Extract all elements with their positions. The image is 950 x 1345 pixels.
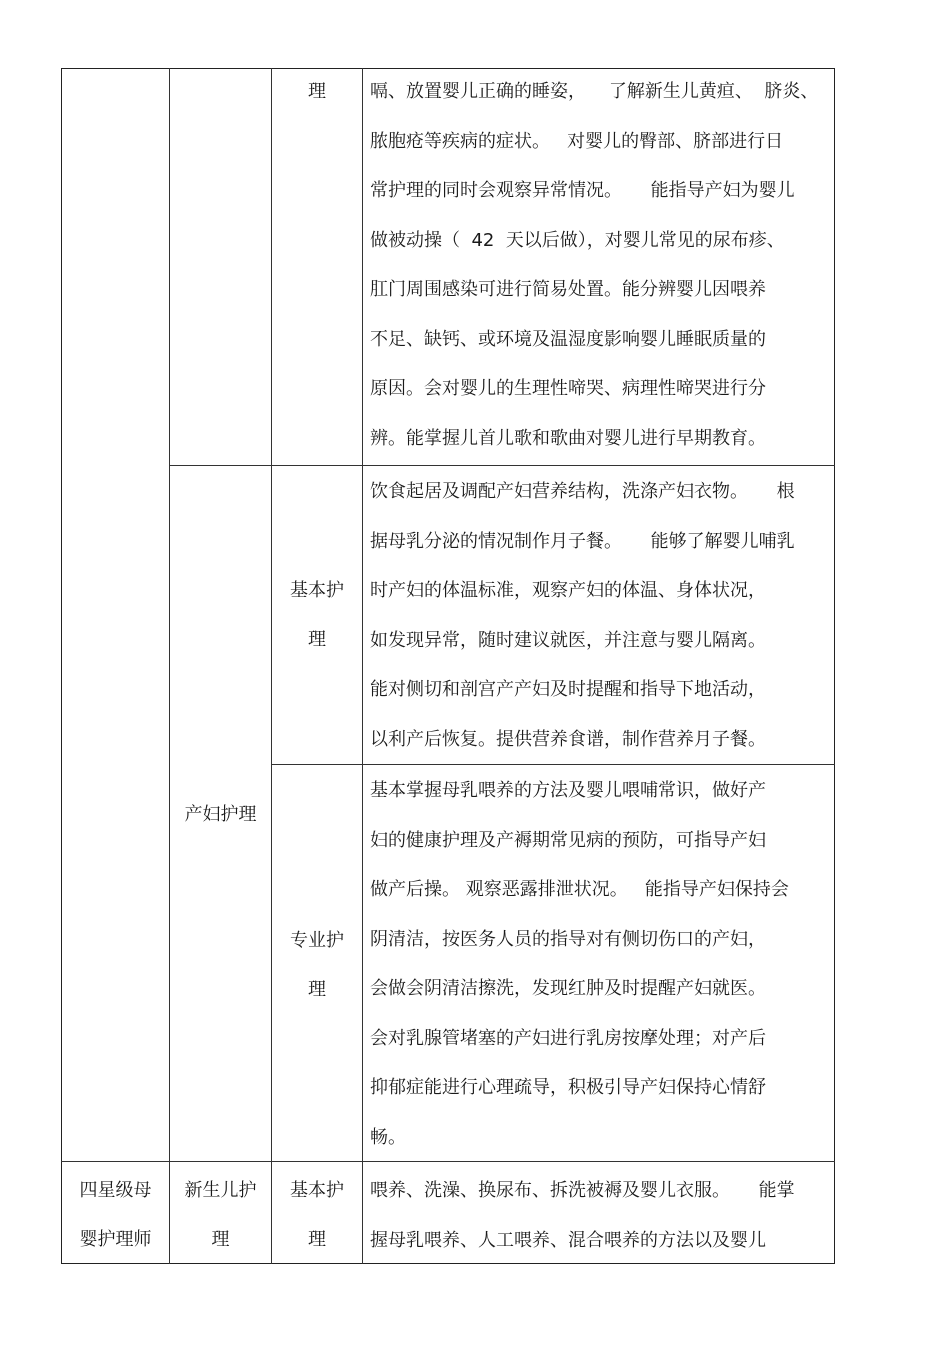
row-divider [169, 465, 835, 466]
description-line: 脓胞疮等疾病的症状。 对婴儿的臀部、脐部进行日 [370, 130, 784, 152]
description-line: 喂养、洗澡、换尿布、拆洗被褥及婴儿衣服。 能掌 [370, 1180, 795, 1201]
description-cell [370, 1166, 832, 1265]
sub-category-label: 基本护 [290, 1180, 344, 1201]
sub-category-cell [272, 67, 362, 116]
description-line: 不足、缺钙、或环境及温湿度影响婴儿睡眠质量的 [370, 328, 766, 350]
row-divider [271, 764, 835, 765]
sub-category-label: 基本护 [290, 580, 344, 601]
description-line: 饮食起居及调配产妇营养结构，洗涤产妇衣物。 根 [370, 481, 795, 502]
category-label: 理 [211, 1229, 230, 1250]
description-line: 妇的健康护理及产褥期常见病的预防，可指导产妇 [370, 829, 766, 851]
category-label: 新生儿护 [184, 1180, 257, 1201]
description-line: 能对侧切和剖宫产产妇及时提醒和指导下地活动， [370, 679, 766, 700]
description-line: 以利产后恢复。提供营养食谱，制作营养月子餐。 [370, 728, 766, 750]
sub-category-label: 理 [308, 1229, 326, 1250]
sub-category-label: 理 [308, 81, 326, 102]
column-divider [271, 68, 272, 1264]
category-cell [170, 790, 271, 839]
description-line: 如发现异常，随时建议就医，并注意与婴儿隔离。 [370, 629, 766, 651]
description-line: 辨。能掌握儿首儿歌和歌曲对婴儿进行早期教育。 [370, 427, 766, 449]
sub-category-cell [272, 916, 362, 1014]
description-line: 会做会阴清洁擦洗，发现红肿及时提醒产妇就医。 [370, 978, 766, 999]
description-line: 抑郁症能进行心理疏导，积极引导产妇保持心情舒 [370, 1077, 766, 1098]
description-cell [370, 766, 832, 1162]
category-label: 产妇护理 [184, 804, 257, 825]
sub-category-label: 理 [308, 629, 326, 650]
description-line: 时产妇的体温标准，观察产妇的体温、身体状况， [370, 580, 766, 601]
description-line: 畅。 [370, 1126, 406, 1148]
description-line: 常护理的同时会观察异常情况。 能指导产妇为婴儿 [370, 180, 795, 201]
level-label: 四星级母 [79, 1180, 152, 1201]
sub-category-cell [272, 566, 362, 664]
description-line: 据母乳分泌的情况制作月子餐。 能够了解婴儿哺乳 [370, 530, 795, 552]
description-line: 握母乳喂养、人工喂养、混合喂养的方法以及婴儿 [370, 1229, 766, 1251]
category-cell [170, 1166, 271, 1264]
description-line: 基本掌握母乳喂养的方法及婴儿喂哺常识，做好产 [370, 780, 766, 801]
level-label: 婴护理师 [79, 1229, 152, 1250]
column-divider [169, 68, 170, 1264]
column-divider [362, 68, 363, 1264]
sub-category-label: 理 [308, 979, 326, 1000]
sub-category-label: 专业护 [290, 930, 344, 951]
sub-category-cell [272, 1166, 362, 1264]
description-line: 做产后操。 观察恶露排泄状况。 能指导产妇保持会 [370, 879, 789, 900]
level-cell [62, 1166, 169, 1264]
description-cell [370, 467, 832, 764]
description-line: 肛门周围感染可进行简易处置。能分辨婴儿因喂养 [370, 279, 766, 300]
description-line: 嗝、放置婴儿正确的睡姿， 了解新生儿黄疸、 脐炎、 [370, 81, 819, 102]
description-line: 原因。会对婴儿的生理性啼哭、病理性啼哭进行分 [370, 378, 766, 399]
description-cell [370, 67, 832, 463]
description-line: 阴清洁，按医务人员的指导对有侧切伤口的产妇， [370, 928, 766, 950]
description-line: 会对乳腺管堵塞的产妇进行乳房按摩处理；对产后 [370, 1027, 766, 1049]
description-line: 做被动操（ 42 天以后做），对婴儿常见的尿布疹、 [370, 229, 785, 251]
